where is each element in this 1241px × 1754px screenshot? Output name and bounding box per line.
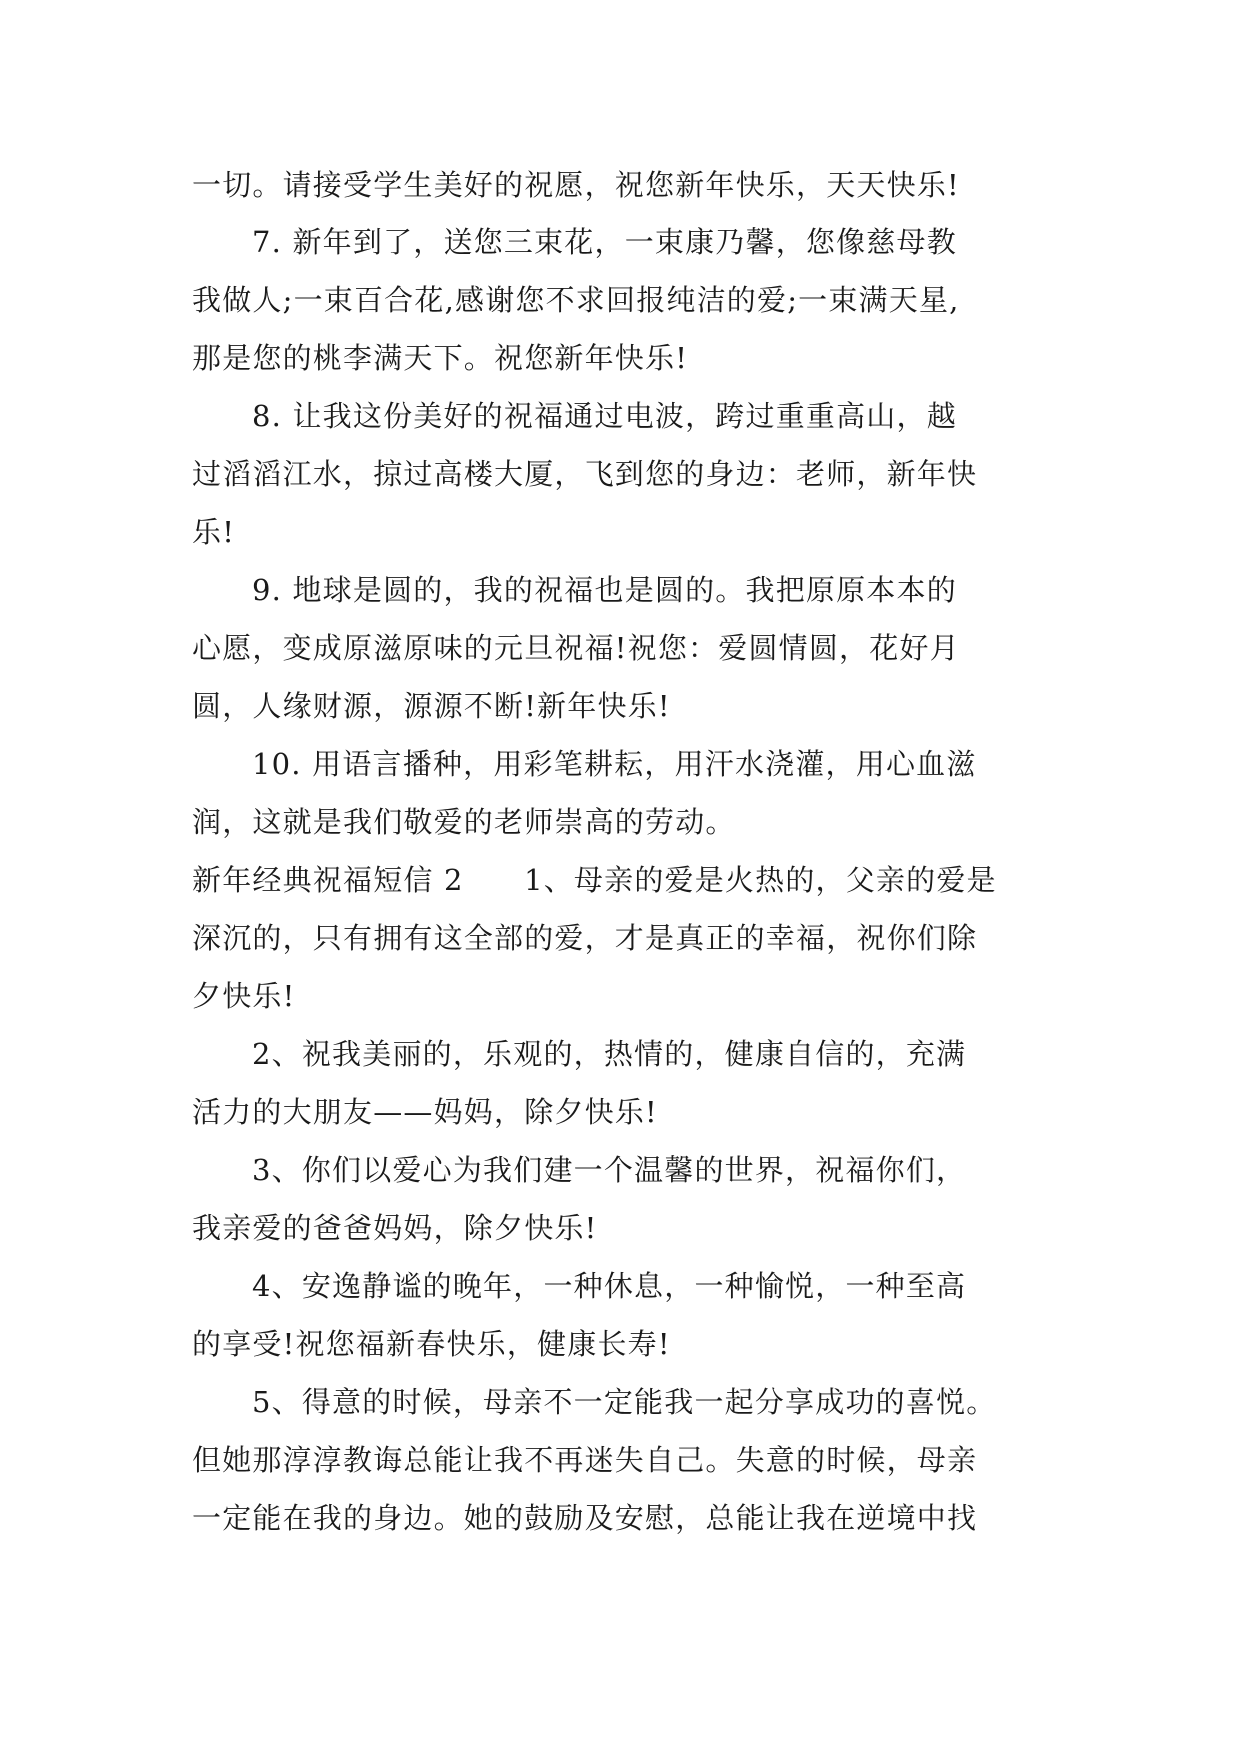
- text-line: 深沉的，只有拥有这全部的爱，才是真正的幸福，祝你们除: [192, 921, 978, 955]
- paragraph-4-line: 4、安逸静谧的晚年，一种休息，一种愉悦，一种至高: [252, 1269, 967, 1303]
- paragraph-5-line: 5、得意的时候，母亲不一定能我一起分享成功的喜悦。: [252, 1385, 997, 1419]
- section-heading-line: 新年经典祝福短信 2 1、母亲的爱是火热的，父亲的爱是: [192, 863, 997, 897]
- text-line: 我做人;一束百合花,感谢您不求回报纯洁的爱;一束满天星,: [192, 283, 960, 317]
- text-line: 那是您的桃李满天下。祝您新年快乐!: [192, 341, 689, 375]
- paragraph-3-line: 3、你们以爱心为我们建一个温馨的世界，祝福你们，: [252, 1153, 967, 1187]
- text-line: 一定能在我的身边。她的鼓励及安慰，总能让我在逆境中找: [192, 1501, 978, 1535]
- text-line: 圆，人缘财源，源源不断!新年快乐!: [192, 689, 671, 723]
- paragraph-2-line: 2、祝我美丽的，乐观的，热情的，健康自信的，充满: [252, 1037, 967, 1071]
- text-line: 我亲爱的爸爸妈妈，除夕快乐!: [192, 1211, 598, 1245]
- paragraph-9-line: 9. 地球是圆的，我的祝福也是圆的。我把原原本本的: [252, 573, 957, 607]
- text-line: 过滔滔江水，掠过高楼大厦，飞到您的身边：老师，新年快: [192, 457, 978, 491]
- text-line: 一切。请接受学生美好的祝愿，祝您新年快乐，天天快乐!: [192, 168, 960, 202]
- paragraph-10-line: 10. 用语言播种，用彩笔耕耘，用汗水浇灌，用心血滋: [252, 747, 977, 781]
- text-line: 润，这就是我们敬爱的老师崇高的劳动。: [192, 805, 736, 839]
- paragraph-8-line: 8. 让我这份美好的祝福通过电波，跨过重重高山，越: [252, 399, 957, 433]
- text-line: 的享受!祝您福新春快乐，健康长寿!: [192, 1327, 671, 1361]
- text-line: 活力的大朋友——妈妈，除夕快乐!: [192, 1095, 658, 1129]
- text-line: 但她那淳淳教诲总能让我不再迷失自己。失意的时候，母亲: [192, 1443, 978, 1477]
- paragraph-7-line: 7. 新年到了，送您三束花，一束康乃馨，您像慈母教: [252, 225, 957, 259]
- text-line: 夕快乐!: [192, 979, 296, 1013]
- text-line: 乐!: [192, 515, 236, 549]
- text-line: 心愿，变成原滋原味的元旦祝福!祝您：爱圆情圆，花好月: [192, 631, 960, 665]
